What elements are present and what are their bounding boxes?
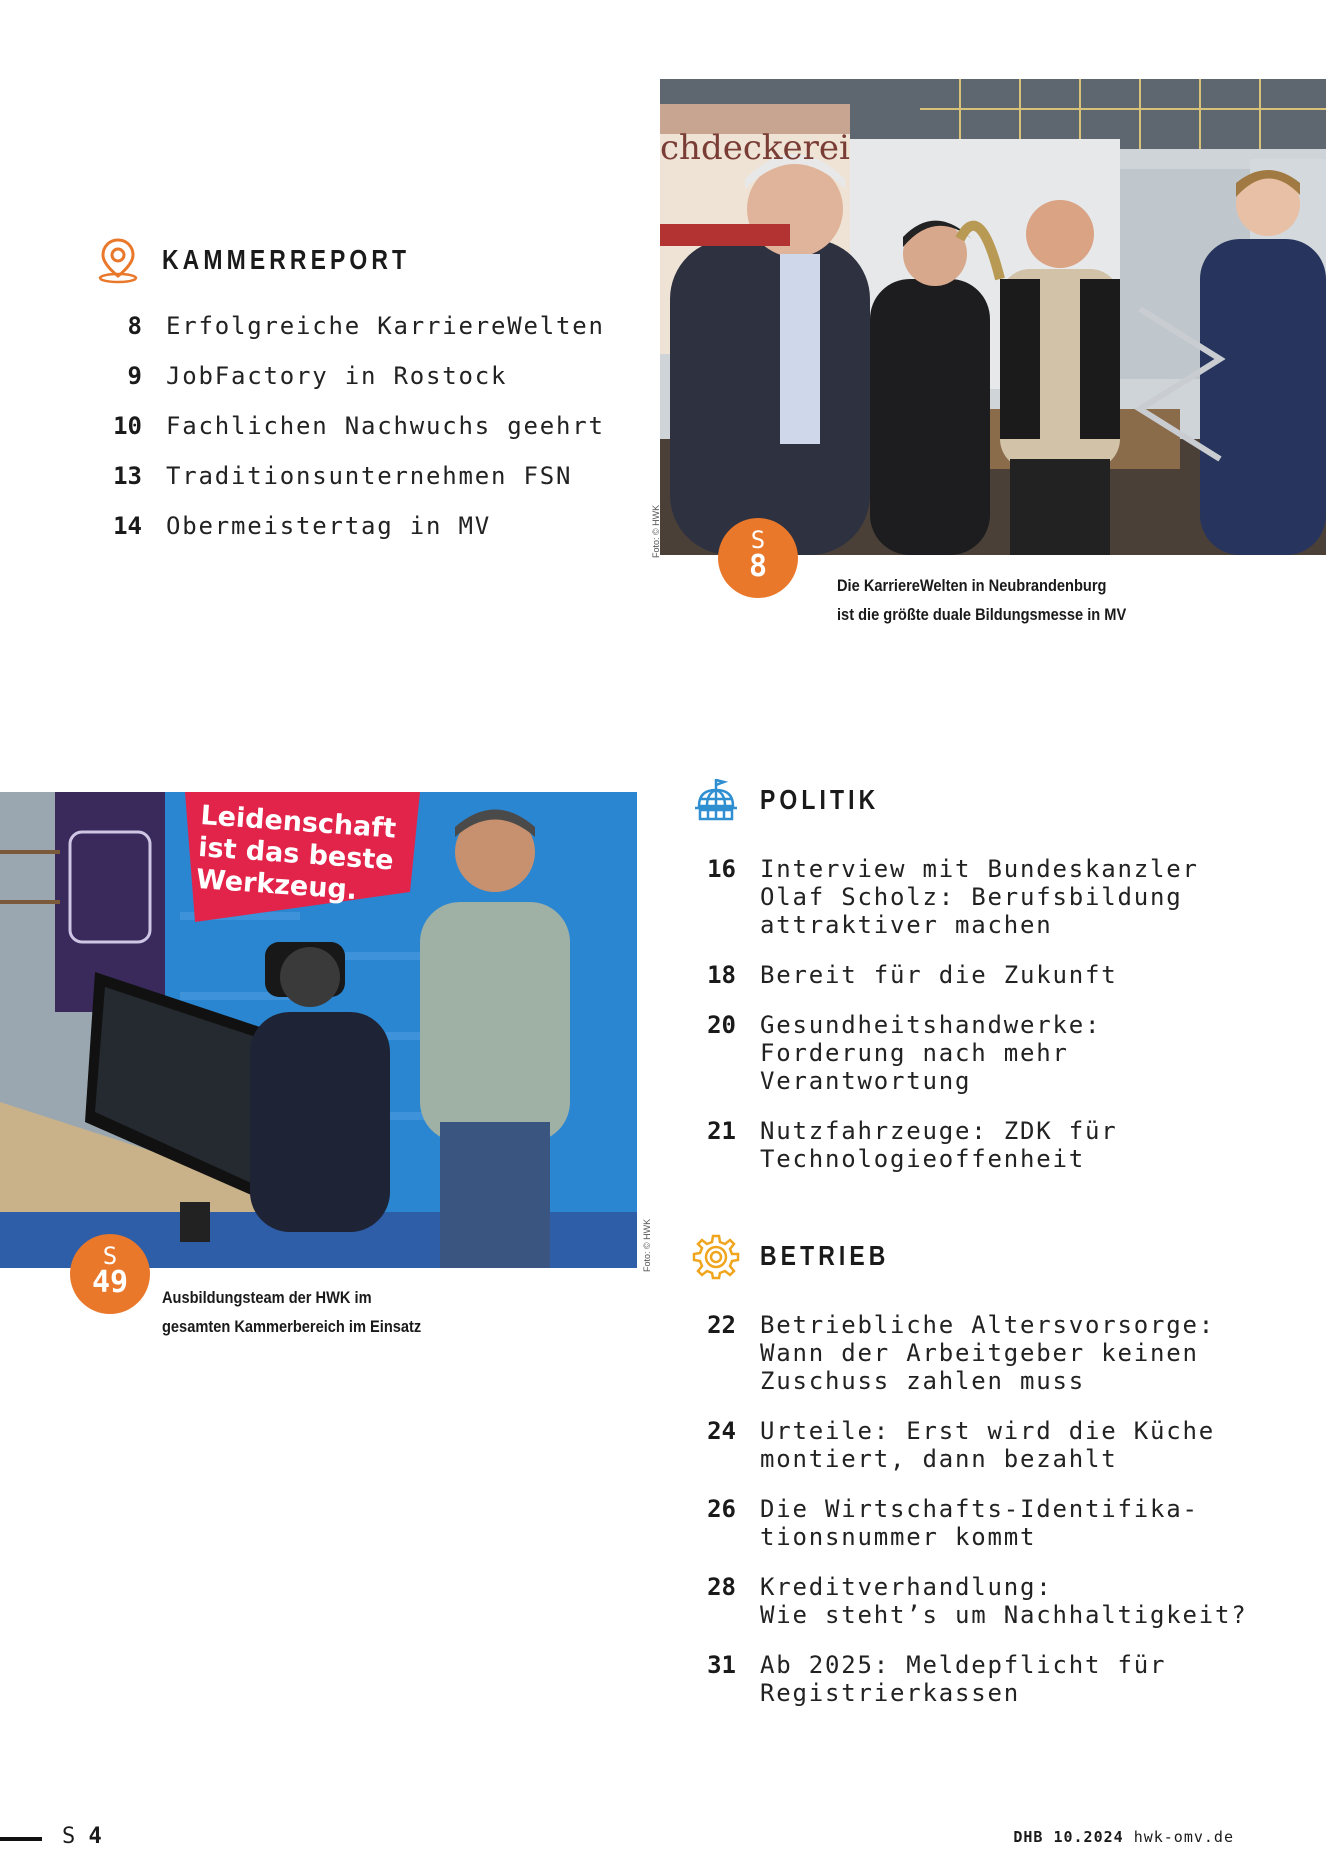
toc-page: 22 <box>707 1311 736 1339</box>
toc-title: Kreditverhandlung: Wie steht’s um Nachhaltigkeit? <box>760 1573 1248 1629</box>
photo-caption-top: Die KarriereWelten in Neubrandenburg ist die größte duale Bildungsmesse in MV <box>837 576 1127 624</box>
section-title: KAMMERREPORT <box>162 244 411 275</box>
page-prefix: S <box>62 1824 76 1849</box>
photo-caption-bottom: Ausbildungsteam der HWK im gesamten Kammerbereich im Einsatz <box>162 1288 422 1336</box>
dome-building-icon <box>692 776 740 824</box>
toc-page: 14 <box>113 512 142 540</box>
photo-credit-top: Foto: © HWK <box>651 504 661 558</box>
toc-item[interactable] <box>688 1651 1247 1707</box>
toc-title: Erfolgreiche KarriereWelten <box>166 312 605 340</box>
banner-text: Leidenschaft ist das beste Werkzeug. <box>195 800 398 907</box>
gear-icon <box>692 1232 740 1280</box>
toc-item[interactable] <box>688 1011 1199 1095</box>
toc-title: Traditionsunternehmen FSN <box>166 462 573 490</box>
toc-title: Betriebliche Altersvorsorge: Wann der Arbeitgeber keinen Zuschuss zahlen muss <box>760 1311 1215 1395</box>
badge-number: 49 <box>91 1265 129 1300</box>
section-title: POLITIK <box>760 784 880 815</box>
section-kammerreport <box>94 236 465 284</box>
toc-kammerreport <box>94 312 605 540</box>
footer-rule <box>0 1837 42 1841</box>
badge-prefix: S <box>750 526 766 554</box>
toc-title: Interview mit Bundeskanzler Olaf Scholz: Berufsbildung attraktiver machen <box>760 855 1199 939</box>
toc-title: Obermeistertag in MV <box>166 512 491 540</box>
toc-title: Urteile: Erst wird die Küche montiert, dann bezahlt <box>760 1417 1215 1473</box>
toc-page: 9 <box>127 362 142 390</box>
toc-item[interactable] <box>688 1573 1247 1629</box>
toc-politik <box>688 855 1199 1173</box>
toc-page: 8 <box>127 312 142 340</box>
toc-page: 26 <box>707 1495 736 1523</box>
toc-title: Nutzfahrzeuge: ZDK für Technologieoffenheit <box>760 1117 1118 1173</box>
location-pin-icon <box>94 236 142 284</box>
toc-page: 13 <box>113 462 142 490</box>
section-title: BETRIEB <box>760 1240 890 1271</box>
toc-page: 20 <box>707 1011 736 1039</box>
toc-item[interactable] <box>94 362 605 390</box>
footer-issue <box>1013 1828 1234 1846</box>
toc-item[interactable] <box>94 312 605 340</box>
photo-credit-bottom: Foto: © HWK <box>642 1218 652 1272</box>
toc-page: 28 <box>707 1573 736 1601</box>
toc-item[interactable] <box>688 1311 1247 1395</box>
toc-item[interactable] <box>688 961 1199 989</box>
toc-title: Bereit für die Zukunft <box>760 961 1118 989</box>
badge-number: 8 <box>748 549 768 584</box>
photo-ausbildungsteam <box>0 792 637 1268</box>
toc-title: Fachlichen Nachwuchs geehrt <box>166 412 605 440</box>
toc-item[interactable] <box>94 412 605 440</box>
toc-title: Die Wirtschafts-Identifika- tionsnummer kommt <box>760 1495 1199 1551</box>
toc-title: Ab 2025: Meldepflicht für Registrierkassen <box>760 1651 1167 1707</box>
toc-page: 31 <box>707 1651 736 1679</box>
sign-text: chdeckerei <box>660 128 850 168</box>
toc-title: Gesundheitshandwerke: Forderung nach mehr Verantwortung <box>760 1011 1102 1095</box>
website-link[interactable]: hwk-omv.de <box>1133 1828 1234 1846</box>
toc-page: 24 <box>707 1417 736 1445</box>
section-betrieb <box>692 1232 918 1280</box>
toc-item[interactable] <box>688 1417 1247 1473</box>
footer-page-number <box>62 1824 102 1849</box>
issue-label: DHB 10.2024 <box>1013 1828 1124 1846</box>
section-politik <box>692 776 905 824</box>
toc-title: JobFactory in Rostock <box>166 362 508 390</box>
page-badge-49 <box>70 1234 150 1314</box>
toc-item[interactable] <box>94 512 605 540</box>
toc-item[interactable] <box>688 1495 1247 1551</box>
toc-page: 18 <box>707 961 736 989</box>
toc-item[interactable] <box>688 1117 1199 1173</box>
toc-item[interactable] <box>94 462 605 490</box>
toc-page: 16 <box>707 855 736 883</box>
badge-prefix: S <box>102 1242 118 1270</box>
toc-page: 10 <box>113 412 142 440</box>
toc-item[interactable] <box>688 855 1199 939</box>
toc-page: 21 <box>707 1117 736 1145</box>
page-badge-8 <box>718 518 798 598</box>
toc-betrieb <box>688 1311 1247 1707</box>
page-number: 4 <box>88 1824 102 1849</box>
photo-karrierewelten <box>660 79 1326 555</box>
